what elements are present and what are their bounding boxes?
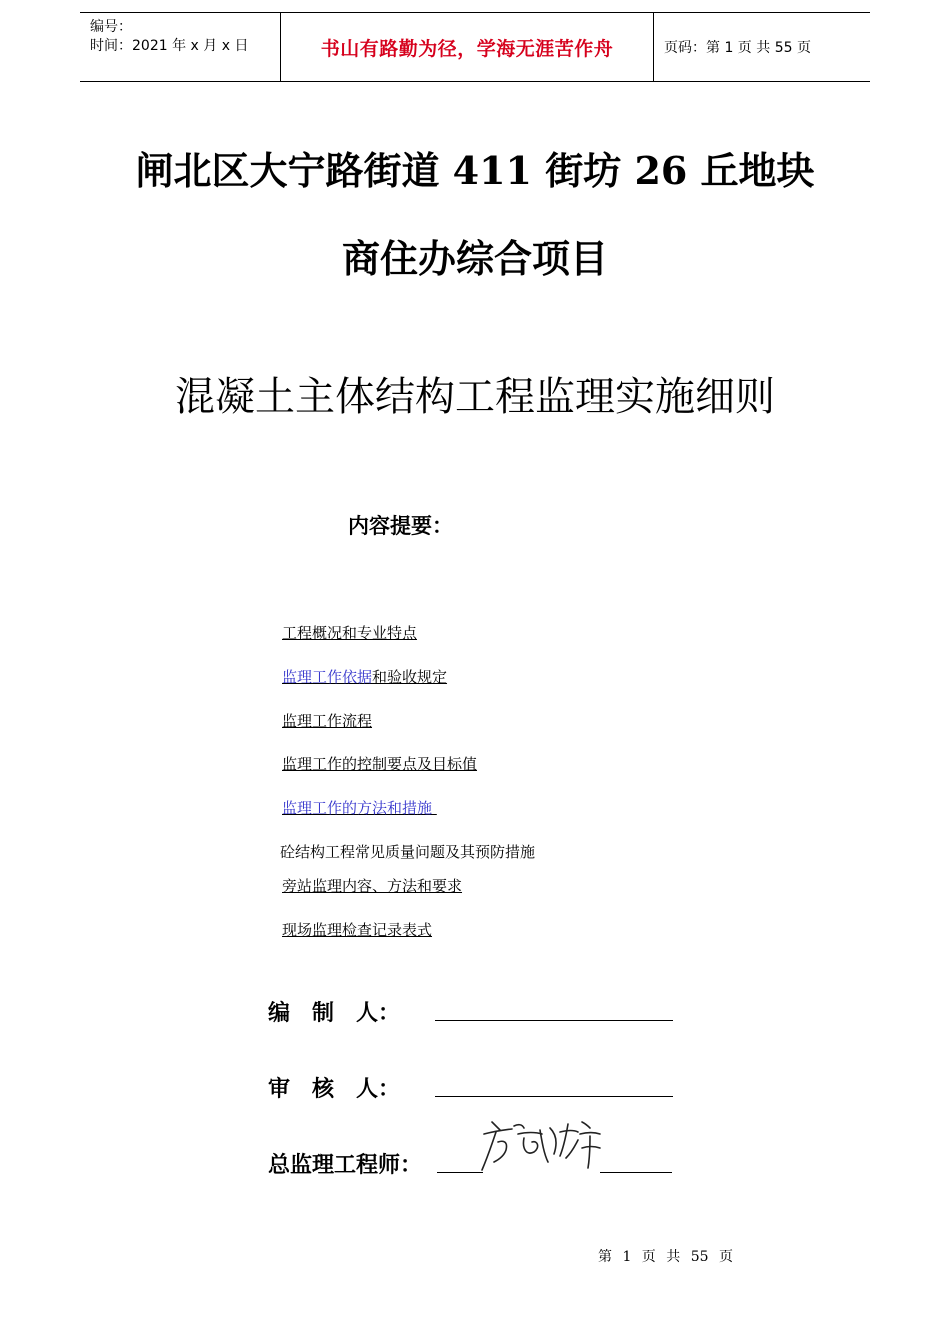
header-right-cell	[654, 13, 870, 81]
summary-heading: 内容提要：	[348, 514, 453, 538]
toc-item[interactable]	[282, 710, 372, 731]
page-footer: 第 1 页 共 55 页	[598, 1249, 733, 1265]
toc-item-text: 和验收规定	[372, 668, 448, 686]
header-middle-cell	[280, 13, 654, 81]
compiler-signature-line[interactable]	[435, 1020, 673, 1021]
toc-item[interactable]	[280, 841, 535, 862]
toc-item-text: 旁站监理内容、方法和要求	[282, 877, 463, 895]
chief-label: 总监理工程师：	[268, 1153, 423, 1178]
reviewer-row	[268, 1072, 400, 1103]
chief-row	[268, 1148, 422, 1179]
reviewer-signature-line[interactable]	[435, 1096, 673, 1097]
motto-text: 书山有路勤为径，学海无涯苦作舟	[320, 37, 614, 60]
toc-item-text: 监理工作流程	[282, 712, 373, 730]
chief-signature-line-left[interactable]	[437, 1172, 483, 1173]
title-line-3: 混凝土主体结构工程监理实施细则	[175, 374, 775, 420]
toc-item-text: 砼结构工程常见质量问题及其预防措施	[280, 843, 536, 861]
toc-item-text: 现场监理检查记录表式	[282, 921, 433, 939]
handwritten-signature	[478, 1112, 606, 1178]
toc-item[interactable]	[282, 753, 477, 774]
toc-item-text: 工程概况和专业特点	[282, 624, 418, 642]
compiler-label: 编 制 人：	[268, 1001, 401, 1026]
document-time-label: 时间：2021 年 x 月 x 日	[90, 38, 249, 54]
reviewer-label: 审 核 人：	[268, 1077, 401, 1102]
compiler-row	[268, 996, 400, 1027]
title-line-2: 商住办综合项目	[341, 236, 608, 281]
toc-item-text: 监理工作的控制要点及目标值	[282, 755, 478, 773]
toc-item[interactable]	[282, 797, 437, 818]
chief-signature-line-right[interactable]	[600, 1172, 672, 1173]
title-line-1: 闸北区大宁路街道 411 街坊 26 丘地块	[135, 148, 815, 193]
toc-item[interactable]	[282, 666, 447, 687]
toc-item-link[interactable]: 监理工作的方法和措施	[282, 799, 433, 817]
document-header	[80, 12, 870, 82]
toc-item[interactable]	[282, 875, 462, 896]
page-info: 页码：第 1 页 共 55 页	[664, 40, 811, 56]
toc-item[interactable]	[282, 622, 417, 643]
header-left-cell	[80, 13, 280, 81]
document-number-label: 编号：	[90, 19, 132, 35]
toc-item-link[interactable]: 监理工作依据	[282, 668, 373, 686]
toc-item[interactable]	[282, 919, 432, 940]
